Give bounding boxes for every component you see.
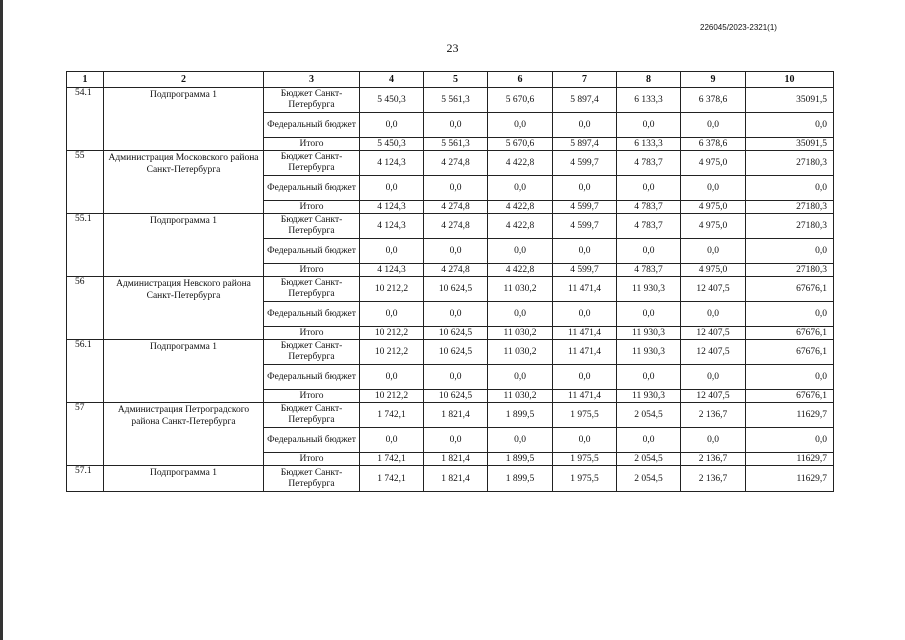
year-value-cell: 0,0: [360, 302, 424, 327]
year-value-cell: 0,0: [488, 113, 553, 138]
year-value-cell: 0,0: [488, 428, 553, 453]
year-value-cell: 1 899,5: [488, 453, 553, 466]
year-value-cell: 0,0: [360, 428, 424, 453]
year-value-cell: 5 897,4: [553, 88, 617, 113]
year-value-cell: 4 274,8: [424, 264, 488, 277]
total-cell: 0,0: [746, 113, 834, 138]
year-value-cell: 4 124,3: [360, 201, 424, 214]
year-value-cell: 11 030,2: [488, 327, 553, 340]
year-value-cell: 4 599,7: [553, 151, 617, 176]
year-value-cell: 4 599,7: [553, 264, 617, 277]
year-value-cell: 10 212,2: [360, 327, 424, 340]
row-index: 55.1: [67, 214, 104, 277]
year-value-cell: 5 561,3: [424, 138, 488, 151]
total-cell: 27180,3: [746, 214, 834, 239]
year-value-cell: 10 212,2: [360, 390, 424, 403]
year-value-cell: 1 975,5: [553, 403, 617, 428]
header-cell: 5: [424, 72, 488, 88]
year-value-cell: 6 133,3: [617, 88, 681, 113]
year-value-cell: 2 054,5: [617, 466, 681, 492]
year-value-cell: 0,0: [360, 113, 424, 138]
table-row: [67, 340, 834, 365]
year-value-cell: 4 422,8: [488, 214, 553, 239]
year-value-cell: 4 124,3: [360, 264, 424, 277]
total-cell: 0,0: [746, 302, 834, 327]
year-value-cell: 2 136,7: [681, 453, 746, 466]
year-value-cell: 10 624,5: [424, 390, 488, 403]
year-value-cell: 10 624,5: [424, 340, 488, 365]
total-cell: 11629,7: [746, 403, 834, 428]
funding-source: Бюджет Санкт-Петербурга: [264, 340, 360, 365]
year-value-cell: 6 133,3: [617, 138, 681, 151]
year-value-cell: 5 450,3: [360, 138, 424, 151]
year-value-cell: 4 422,8: [488, 201, 553, 214]
funding-source: Федеральный бюджет: [264, 176, 360, 201]
year-value-cell: 1 821,4: [424, 466, 488, 492]
year-value-cell: 2 054,5: [617, 453, 681, 466]
table-row: [67, 466, 834, 492]
year-value-cell: 10 212,2: [360, 277, 424, 302]
funding-source: Бюджет Санкт-Петербурга: [264, 277, 360, 302]
year-value-cell: 1 975,5: [553, 466, 617, 492]
year-value-cell: 0,0: [617, 302, 681, 327]
funding-source: Итого: [264, 390, 360, 403]
total-cell: 67676,1: [746, 340, 834, 365]
year-value-cell: 5 897,4: [553, 138, 617, 151]
year-value-cell: 2 136,7: [681, 466, 746, 492]
total-cell: 35091,5: [746, 138, 834, 151]
year-value-cell: 11 471,4: [553, 340, 617, 365]
year-value-cell: 5 670,6: [488, 88, 553, 113]
responsible-name: Администрация Невского района Санкт-Петербурга: [104, 277, 264, 340]
header-cell: 7: [553, 72, 617, 88]
year-value-cell: 0,0: [617, 239, 681, 264]
header-cell: 2: [104, 72, 264, 88]
total-cell: 27180,3: [746, 201, 834, 214]
year-value-cell: 1 975,5: [553, 453, 617, 466]
year-value-cell: 12 407,5: [681, 340, 746, 365]
responsible-name: Администрация Петроградского района Санкт-Петербурга: [104, 403, 264, 466]
header-cell: 6: [488, 72, 553, 88]
year-value-cell: 0,0: [681, 365, 746, 390]
year-value-cell: 0,0: [553, 113, 617, 138]
year-value-cell: 0,0: [553, 428, 617, 453]
total-cell: 35091,5: [746, 88, 834, 113]
year-value-cell: 0,0: [681, 302, 746, 327]
year-value-cell: 12 407,5: [681, 390, 746, 403]
table-row: [67, 88, 834, 113]
total-cell: 67676,1: [746, 390, 834, 403]
funding-source: Итого: [264, 327, 360, 340]
year-value-cell: 11 471,4: [553, 390, 617, 403]
year-value-cell: 0,0: [424, 113, 488, 138]
funding-source: Итого: [264, 264, 360, 277]
year-value-cell: 5 670,6: [488, 138, 553, 151]
header-cell: 1: [67, 72, 104, 88]
year-value-cell: 0,0: [553, 302, 617, 327]
year-value-cell: 11 930,3: [617, 327, 681, 340]
year-value-cell: 4 783,7: [617, 214, 681, 239]
header-cell: 3: [264, 72, 360, 88]
year-value-cell: 0,0: [424, 302, 488, 327]
year-value-cell: 0,0: [424, 365, 488, 390]
year-value-cell: 1 821,4: [424, 403, 488, 428]
year-value-cell: 4 599,7: [553, 214, 617, 239]
funding-source: Итого: [264, 138, 360, 151]
year-value-cell: 4 274,8: [424, 151, 488, 176]
year-value-cell: 11 471,4: [553, 277, 617, 302]
header-row: [67, 72, 834, 88]
row-index: 54.1: [67, 88, 104, 151]
year-value-cell: 4 124,3: [360, 214, 424, 239]
total-cell: 11629,7: [746, 453, 834, 466]
total-cell: 0,0: [746, 239, 834, 264]
funding-source: Федеральный бюджет: [264, 365, 360, 390]
year-value-cell: 0,0: [681, 428, 746, 453]
scan-edge: [0, 0, 3, 640]
funding-source: Федеральный бюджет: [264, 113, 360, 138]
year-value-cell: 4 274,8: [424, 201, 488, 214]
row-index: 57.1: [67, 466, 104, 492]
year-value-cell: 0,0: [617, 428, 681, 453]
year-value-cell: 2 136,7: [681, 403, 746, 428]
year-value-cell: 1 821,4: [424, 453, 488, 466]
year-value-cell: 4 975,0: [681, 214, 746, 239]
funding-source: Бюджет Санкт-Петербурга: [264, 214, 360, 239]
year-value-cell: 1 899,5: [488, 466, 553, 492]
year-value-cell: 0,0: [360, 176, 424, 201]
funding-source: Федеральный бюджет: [264, 428, 360, 453]
year-value-cell: 0,0: [424, 176, 488, 201]
year-value-cell: 4 599,7: [553, 201, 617, 214]
funding-source: Федеральный бюджет: [264, 302, 360, 327]
year-value-cell: 1 899,5: [488, 403, 553, 428]
year-value-cell: 0,0: [488, 239, 553, 264]
total-cell: 0,0: [746, 365, 834, 390]
row-index: 56.1: [67, 340, 104, 403]
year-value-cell: 0,0: [681, 113, 746, 138]
year-value-cell: 12 407,5: [681, 277, 746, 302]
year-value-cell: 4 783,7: [617, 151, 681, 176]
year-value-cell: 10 624,5: [424, 327, 488, 340]
year-value-cell: 0,0: [488, 365, 553, 390]
year-value-cell: 4 975,0: [681, 201, 746, 214]
funding-source: Бюджет Санкт-Петербурга: [264, 403, 360, 428]
year-value-cell: 0,0: [617, 365, 681, 390]
year-value-cell: 2 054,5: [617, 403, 681, 428]
year-value-cell: 0,0: [424, 239, 488, 264]
document-id: 226045/2023-2321(1): [700, 23, 777, 32]
responsible-name: Подпрограмма 1: [104, 88, 264, 151]
year-value-cell: 4 422,8: [488, 264, 553, 277]
year-value-cell: 4 975,0: [681, 264, 746, 277]
total-cell: 27180,3: [746, 151, 834, 176]
year-value-cell: 4 783,7: [617, 201, 681, 214]
year-value-cell: 0,0: [681, 176, 746, 201]
year-value-cell: 0,0: [488, 302, 553, 327]
header-cell: 10: [746, 72, 834, 88]
header-cell: 4: [360, 72, 424, 88]
funding-source: Итого: [264, 201, 360, 214]
year-value-cell: 4 124,3: [360, 151, 424, 176]
responsible-name: Подпрограмма 1: [104, 340, 264, 403]
table-row: [67, 403, 834, 428]
header-cell: 8: [617, 72, 681, 88]
year-value-cell: 1 742,1: [360, 403, 424, 428]
year-value-cell: 0,0: [553, 365, 617, 390]
year-value-cell: 6 378,6: [681, 88, 746, 113]
funding-source: Бюджет Санкт-Петербурга: [264, 88, 360, 113]
total-cell: 0,0: [746, 176, 834, 201]
table-row: [67, 277, 834, 302]
year-value-cell: 4 274,8: [424, 214, 488, 239]
table-row: [67, 151, 834, 176]
row-index: 56: [67, 277, 104, 340]
year-value-cell: 5 561,3: [424, 88, 488, 113]
total-cell: 67676,1: [746, 327, 834, 340]
page-number: 23: [446, 41, 459, 55]
budget-table: [66, 71, 834, 492]
year-value-cell: 4 783,7: [617, 264, 681, 277]
year-value-cell: 12 407,5: [681, 327, 746, 340]
total-cell: 11629,7: [746, 466, 834, 492]
total-cell: 27180,3: [746, 264, 834, 277]
year-value-cell: 11 930,3: [617, 390, 681, 403]
year-value-cell: 11 030,2: [488, 390, 553, 403]
responsible-name: Подпрограмма 1: [104, 466, 264, 492]
year-value-cell: 0,0: [553, 176, 617, 201]
header-cell: 9: [681, 72, 746, 88]
year-value-cell: 11 471,4: [553, 327, 617, 340]
funding-source: Бюджет Санкт-Петербурга: [264, 151, 360, 176]
year-value-cell: 0,0: [553, 239, 617, 264]
responsible-name: Подпрограмма 1: [104, 214, 264, 277]
year-value-cell: 11 930,3: [617, 277, 681, 302]
year-value-cell: 0,0: [617, 176, 681, 201]
year-value-cell: 11 930,3: [617, 340, 681, 365]
year-value-cell: 0,0: [681, 239, 746, 264]
row-index: 55: [67, 151, 104, 214]
year-value-cell: 5 450,3: [360, 88, 424, 113]
year-value-cell: 0,0: [617, 113, 681, 138]
year-value-cell: 0,0: [424, 428, 488, 453]
year-value-cell: 11 030,2: [488, 277, 553, 302]
year-value-cell: 0,0: [360, 239, 424, 264]
year-value-cell: 10 212,2: [360, 340, 424, 365]
total-cell: 67676,1: [746, 277, 834, 302]
year-value-cell: 11 030,2: [488, 340, 553, 365]
year-value-cell: 0,0: [488, 176, 553, 201]
funding-source: Федеральный бюджет: [264, 239, 360, 264]
year-value-cell: 1 742,1: [360, 466, 424, 492]
year-value-cell: 6 378,6: [681, 138, 746, 151]
year-value-cell: 0,0: [360, 365, 424, 390]
total-cell: 0,0: [746, 428, 834, 453]
responsible-name: Администрация Московского района Санкт-Петербурга: [104, 151, 264, 214]
year-value-cell: 1 742,1: [360, 453, 424, 466]
year-value-cell: 4 422,8: [488, 151, 553, 176]
table-row: [67, 214, 834, 239]
year-value-cell: 4 975,0: [681, 151, 746, 176]
year-value-cell: 10 624,5: [424, 277, 488, 302]
funding-source: Бюджет Санкт-Петербурга: [264, 466, 360, 492]
row-index: 57: [67, 403, 104, 466]
funding-source: Итого: [264, 453, 360, 466]
